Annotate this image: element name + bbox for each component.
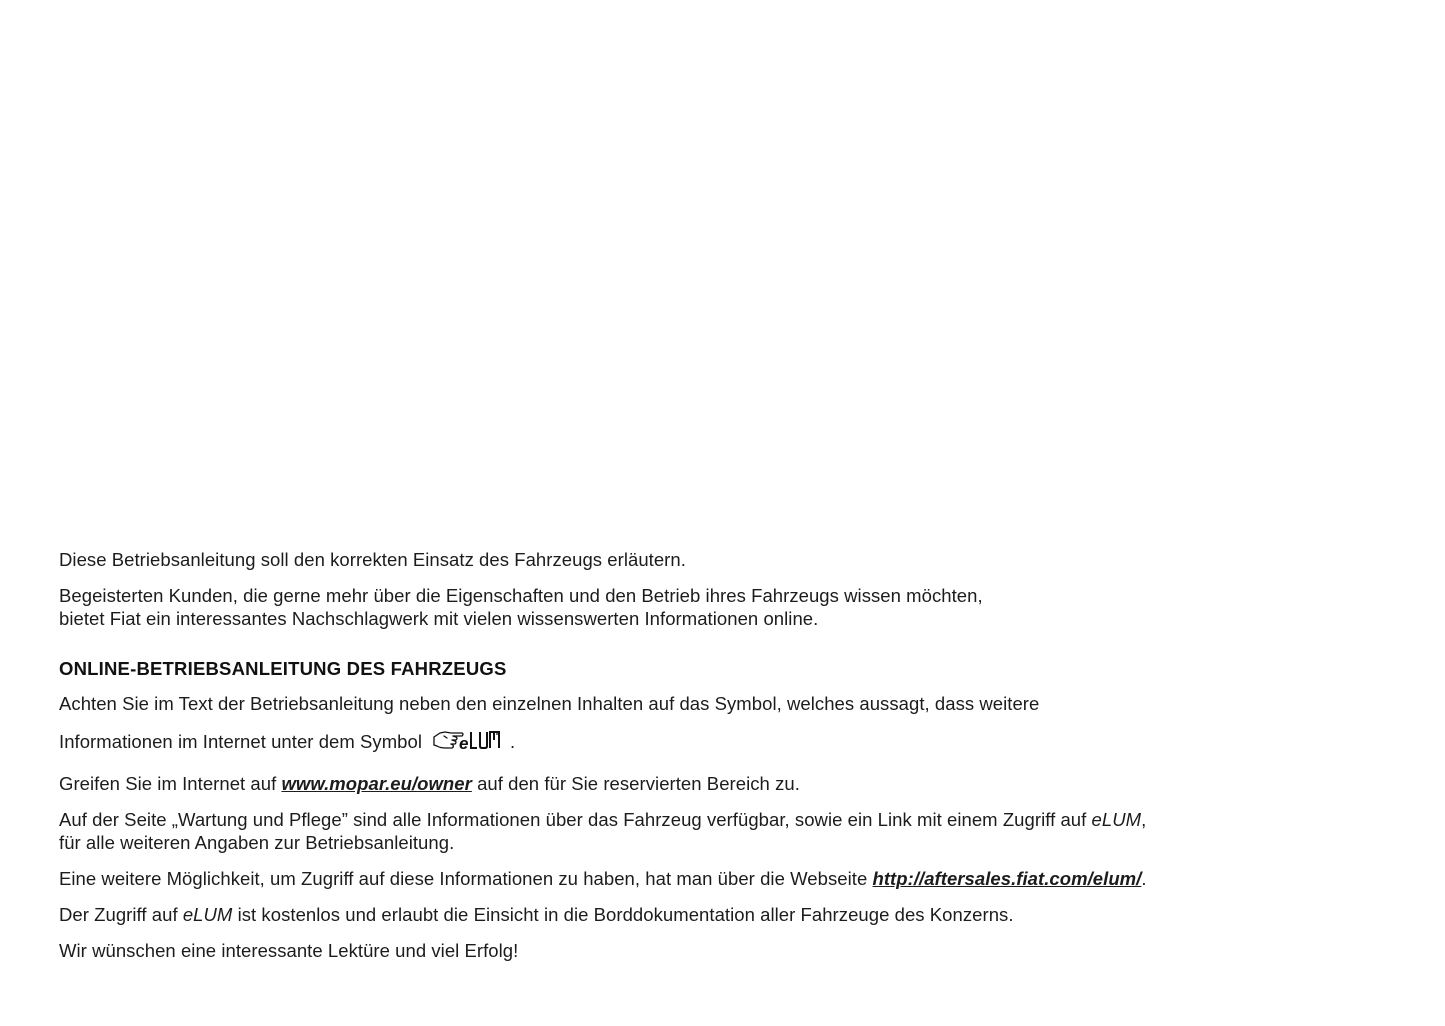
customers-paragraph: [59, 584, 1399, 630]
customers-line-1: Begeisterten Kunden, die gerne mehr über die Eigenschaften und den Betrieb ihres Fahrzeugs wissen möchten,: [59, 585, 983, 606]
closing-paragraph: [59, 939, 1399, 962]
symbol-text-line-1: Achten Sie im Text der Betriebsanleitung neben den einzelnen Inhalten auf das Symbol, welches aussagt, dass weitere: [59, 693, 1040, 714]
mopar-paragraph: [59, 772, 1399, 795]
service-elum-term: eLUM: [1091, 809, 1142, 830]
mopar-suffix: auf den für Sie reservierten Bereich zu.: [471, 773, 800, 794]
section-heading: ONLINE-BETRIEBSANLEITUNG DES FAHRZEUGS: [59, 658, 507, 679]
mopar-prefix: Greifen Sie im Internet auf: [59, 773, 282, 794]
website-prefix: Eine weitere Möglichkeit, um Zugriff auf diese Informationen zu haben, hat man über die Webseite: [59, 868, 873, 889]
document-body: [59, 548, 1399, 975]
elum-pointing-hand-icon: [432, 728, 504, 759]
access-elum-term: eLUM: [182, 904, 233, 925]
access-paragraph: [59, 903, 1399, 926]
access-suffix: ist kostenlos und erlaubt die Einsicht in die Borddokumentation aller Fahrzeuge des Konzerns.: [232, 904, 1014, 925]
symbol-paragraph-line-2: [59, 728, 1399, 759]
mopar-link[interactable]: www.mopar.eu/owner: [281, 773, 472, 794]
customers-line-2: bietet Fiat ein interessantes Nachschlagwerk mit vielen wissenswerten Informationen online.: [59, 608, 819, 629]
symbol-paragraph-line-1: [59, 692, 1399, 715]
service-paragraph: [59, 808, 1399, 854]
access-prefix: Der Zugriff auf: [59, 904, 183, 925]
intro-text: Diese Betriebsanleitung soll den korrekten Einsatz des Fahrzeugs erläutern.: [59, 549, 686, 570]
aftersales-link[interactable]: http://aftersales.fiat.com/elum/: [872, 868, 1142, 889]
service-suffix: ,: [1141, 809, 1147, 830]
service-line-2: für alle weiteren Angaben zur Betriebsanleitung.: [59, 832, 455, 853]
symbol-line-end: .: [510, 731, 516, 752]
intro-paragraph: [59, 548, 1399, 571]
website-paragraph: [59, 867, 1399, 890]
symbol-text-line-2: Informationen im Internet unter dem Symbol: [59, 731, 423, 752]
service-prefix: Auf der Seite „Wartung und Pflege” sind alle Informationen über das Fahrzeug verfügbar, sowie ein Link mit einem Zugriff auf: [59, 809, 1092, 830]
svg-text:e: e: [459, 734, 469, 753]
website-suffix: .: [1141, 868, 1147, 889]
closing-text: Wir wünschen eine interessante Lektüre und viel Erfolg!: [59, 940, 519, 961]
